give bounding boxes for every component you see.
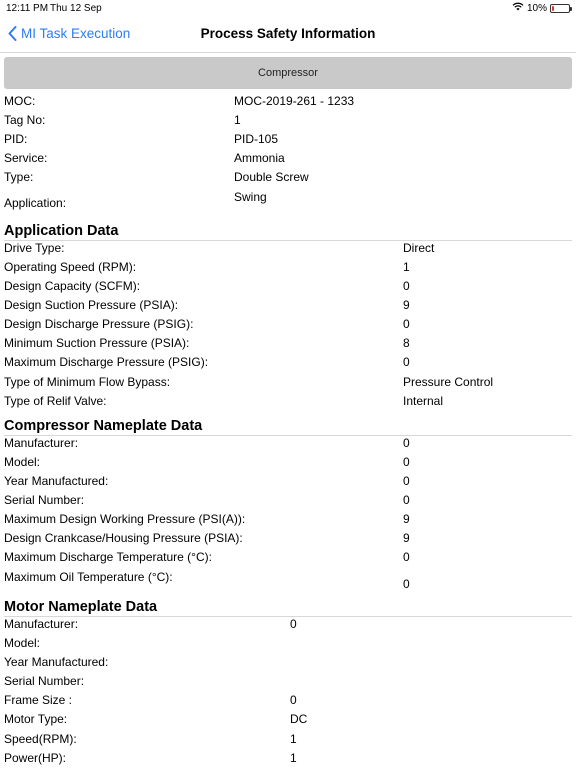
wifi-icon — [512, 2, 524, 14]
field-value: 8 — [403, 336, 410, 350]
field-label: Application: — [4, 196, 67, 210]
field-label: Operating Speed (RPM): — [4, 260, 137, 274]
field-label: Year Manufactured: — [4, 655, 109, 669]
status-time: 12:11 PM — [6, 3, 49, 14]
field-value: Direct — [403, 241, 435, 255]
divider — [4, 435, 572, 436]
field-value: 9 — [403, 298, 410, 312]
navigation-bar — [0, 18, 576, 53]
application-data-heading: Application Data — [4, 223, 119, 239]
back-button-label: MI Task Execution — [21, 26, 131, 41]
back-button[interactable] — [8, 26, 130, 41]
field-value: 0 — [403, 279, 410, 293]
field-value: Ammonia — [234, 151, 285, 165]
field-label: Year Manufactured: — [4, 474, 109, 488]
field-label: Drive Type: — [4, 241, 65, 255]
field-label: PID: — [4, 132, 28, 146]
compressor-nameplate-heading: Compressor Nameplate Data — [4, 418, 203, 434]
field-value: MOC-2019-261 - 1233 — [234, 94, 355, 108]
field-value: 9 — [403, 531, 410, 545]
field-value: Swing — [234, 190, 267, 204]
field-value: Pressure Control — [403, 375, 494, 389]
field-value: 9 — [403, 512, 410, 526]
page-title: Process Safety Information — [200, 26, 376, 41]
field-label: Manufacturer: — [4, 436, 79, 450]
field-label: Model: — [4, 636, 41, 650]
field-label: Design Crankcase/Housing Pressure (PSIA): — [4, 531, 243, 545]
field-value: 0 — [403, 577, 410, 591]
field-label: Serial Number: — [4, 674, 85, 688]
field-value: 1 — [290, 751, 297, 765]
divider — [4, 240, 572, 241]
field-label: Power(HP): — [4, 751, 67, 765]
field-label: Service: — [4, 151, 48, 165]
compressor-banner — [4, 57, 572, 89]
divider — [4, 616, 572, 617]
field-label: Minimum Suction Pressure (PSIA): — [4, 336, 190, 350]
field-value: 1 — [403, 260, 410, 274]
field-label: Design Capacity (SCFM): — [4, 279, 141, 293]
field-label: Model: — [4, 455, 41, 469]
field-value: 0 — [290, 693, 297, 707]
status-date: Thu 12 Sep — [50, 3, 102, 14]
field-value: 1 — [234, 113, 241, 127]
field-label: Design Suction Pressure (PSIA): — [4, 298, 179, 312]
field-label: Type: — [4, 170, 34, 184]
status-indicators — [512, 2, 570, 14]
field-value: 0 — [403, 355, 410, 369]
field-label: Tag No: — [4, 113, 46, 127]
field-label: Motor Type: — [4, 712, 68, 726]
field-value: 0 — [403, 436, 410, 450]
field-value: PID-105 — [234, 132, 279, 146]
battery-percentage: 10% — [526, 2, 547, 14]
field-label: Maximum Oil Temperature (°C): — [4, 570, 173, 584]
field-label: Type of Relif Valve: — [4, 394, 107, 408]
field-label: Frame Size : — [4, 693, 73, 707]
field-label: Maximum Discharge Temperature (°C): — [4, 550, 212, 564]
field-value: DC — [290, 712, 308, 726]
field-label: Design Discharge Pressure (PSIG): — [4, 317, 194, 331]
field-value: 0 — [403, 474, 410, 488]
field-value: 0 — [403, 317, 410, 331]
field-value: 0 — [403, 550, 410, 564]
field-label: Speed(RPM): — [4, 732, 77, 746]
motor-nameplate-heading: Motor Nameplate Data — [4, 599, 158, 615]
field-value: 0 — [403, 455, 410, 469]
field-value: 0 — [290, 617, 297, 631]
status-bar — [0, 0, 576, 16]
field-value: Internal — [403, 394, 444, 408]
field-value: Double Screw — [234, 170, 309, 184]
field-value: 0 — [403, 493, 410, 507]
field-label: Manufacturer: — [4, 617, 79, 631]
banner-label: Compressor — [258, 67, 318, 79]
field-value: 1 — [290, 732, 297, 746]
field-label: Maximum Design Working Pressure (PSI(A)): — [4, 512, 246, 526]
battery-icon — [550, 4, 570, 13]
field-label: Maximum Discharge Pressure (PSIG): — [4, 355, 209, 369]
chevron-left-icon — [8, 26, 17, 41]
field-label: Type of Minimum Flow Bypass: — [4, 375, 171, 389]
field-label: MOC: — [4, 94, 36, 108]
field-label: Serial Number: — [4, 493, 85, 507]
